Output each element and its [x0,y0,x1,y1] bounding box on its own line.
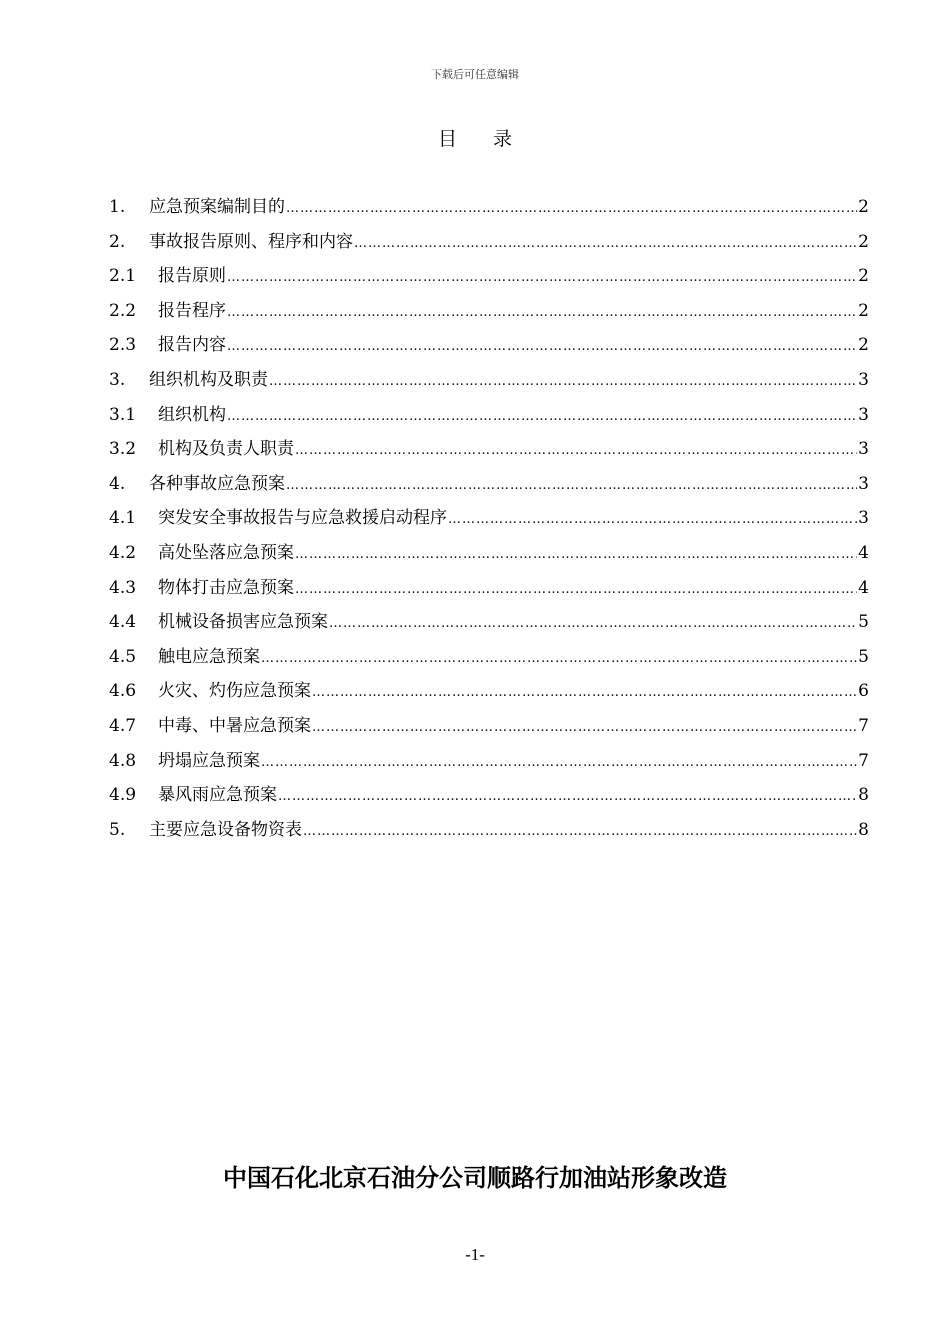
toc-entry-page: 7 [858,715,869,736]
toc-entry-number: 3.2 [109,439,137,460]
toc-entry[interactable] [109,573,869,608]
toc-entry-page: 6 [858,681,869,702]
toc-entry-number: 4. [109,473,126,494]
toc-entry-label: 突发安全事故报告与应急救援启动程序 [158,508,447,529]
toc-leader-dots [295,443,857,458]
toc-entry-label: 火灾、灼伤应急预案 [158,681,311,702]
toc-entry-label: 触电应急预案 [158,646,260,667]
toc-entry-page: 3 [858,473,869,494]
toc-leader-dots [278,789,857,804]
toc-entry-number: 4.2 [109,542,137,563]
toc-entry-label: 各种事故应急预案 [149,473,285,494]
toc-entry-number: 4.8 [109,750,137,771]
toc-leader-dots [227,270,857,285]
toc-entry-page: 4 [858,577,869,598]
toc-entry[interactable] [109,192,869,227]
toc-title-left: 目 [437,128,457,150]
toc-entry-page: 8 [858,785,869,806]
toc-entry[interactable] [109,780,869,815]
toc-entry-number: 2.1 [109,266,137,287]
toc-leader-dots [354,236,857,251]
toc-entry-number: 2.3 [109,335,137,356]
toc-title-right: 录 [493,128,513,150]
toc-entry[interactable] [109,538,869,573]
toc-entry[interactable] [109,434,869,469]
toc-entry-label: 高处坠落应急预案 [158,542,294,563]
toc-entry-number: 4.6 [109,681,137,702]
toc-title [0,124,950,151]
toc-entry-page: 8 [858,819,869,840]
toc-entry-page: 2 [858,197,869,217]
toc-entry-label: 报告内容 [158,335,226,356]
toc-leader-dots [312,720,857,735]
toc-entry-label: 组织机构及职责 [149,369,268,390]
toc-entry-number: 5. [109,819,126,840]
toc-leader-dots [448,512,857,527]
toc-entry-number: 4.7 [109,715,137,736]
toc-entry-number: 2.2 [109,300,137,321]
toc-entry-label: 机构及负责人职责 [158,439,294,460]
toc-leader-dots [312,685,857,700]
toc-entry[interactable] [109,642,869,677]
toc-entry[interactable] [109,469,869,504]
toc-entry-page: 3 [858,439,869,460]
toc-entry-number: 3.1 [109,404,137,425]
toc-entry-page: 2 [858,266,869,287]
toc-entry-label: 坍塌应急预案 [158,750,260,771]
toc-leader-dots [227,339,857,354]
toc-entry[interactable] [109,365,869,400]
toc-leader-dots [303,824,857,839]
toc-entry-page: 3 [858,508,869,529]
toc-entry-label: 主要应急设备物资表 [149,819,302,840]
toc-entry[interactable] [109,227,869,262]
toc-entry[interactable] [109,400,869,435]
toc-leader-dots [329,616,857,631]
toc-leader-dots [295,547,857,562]
toc-entry-page: 3 [858,404,869,425]
toc-leader-dots [261,651,857,666]
toc-leader-dots [227,409,857,424]
toc-entry-label: 报告原则 [158,266,226,287]
toc-entry-page: 2 [858,335,869,356]
toc-entry-label: 中毒、中暑应急预案 [158,715,311,736]
toc-entry-label: 报告程序 [158,300,226,321]
toc-entry-number: 4.1 [109,508,137,529]
toc-entry[interactable] [109,296,869,331]
toc-entry-page: 3 [858,369,869,390]
company-title: 中国石化北京石油分公司顺路行加油站形象改造 [223,1164,727,1192]
toc-entry-label: 应急预案编制目的 [149,197,285,217]
table-of-contents [109,192,869,849]
toc-leader-dots [286,201,857,216]
toc-entry[interactable] [109,746,869,781]
toc-entry-page: 5 [858,646,869,667]
toc-entry-page: 5 [858,612,869,633]
toc-entry-label: 事故报告原则、程序和内容 [149,231,353,252]
toc-entry-label: 组织机构 [158,404,226,425]
toc-entry-page: 2 [858,300,869,321]
toc-entry-label: 物体打击应急预案 [158,577,294,598]
toc-entry-number: 3. [109,369,126,390]
download-note: 下载后可任意编辑 [431,68,519,81]
toc-leader-dots [295,582,857,597]
toc-entry[interactable] [109,711,869,746]
toc-entry[interactable] [109,607,869,642]
toc-leader-dots [261,755,857,770]
toc-entry-page: 4 [858,542,869,563]
toc-entry[interactable] [109,503,869,538]
toc-entry-page: 2 [858,231,869,252]
toc-entry[interactable] [109,330,869,365]
page-number: -1- [465,1245,485,1264]
toc-entry[interactable] [109,676,869,711]
toc-entry-number: 4.3 [109,577,137,598]
toc-entry[interactable] [109,261,869,296]
toc-entry-number: 4.9 [109,785,137,806]
toc-leader-dots [269,374,857,389]
toc-entry-label: 机械设备损害应急预案 [158,612,328,633]
toc-leader-dots [227,305,857,320]
toc-entry-number: 2. [109,231,126,252]
toc-entry[interactable] [109,815,869,850]
toc-entry-number: 4.5 [109,646,137,667]
toc-leader-dots [286,478,857,493]
toc-entry-page: 7 [858,750,869,771]
toc-entry-number: 1. [109,197,126,217]
toc-entry-number: 4.4 [109,612,137,633]
toc-entry-label: 暴风雨应急预案 [158,785,277,806]
